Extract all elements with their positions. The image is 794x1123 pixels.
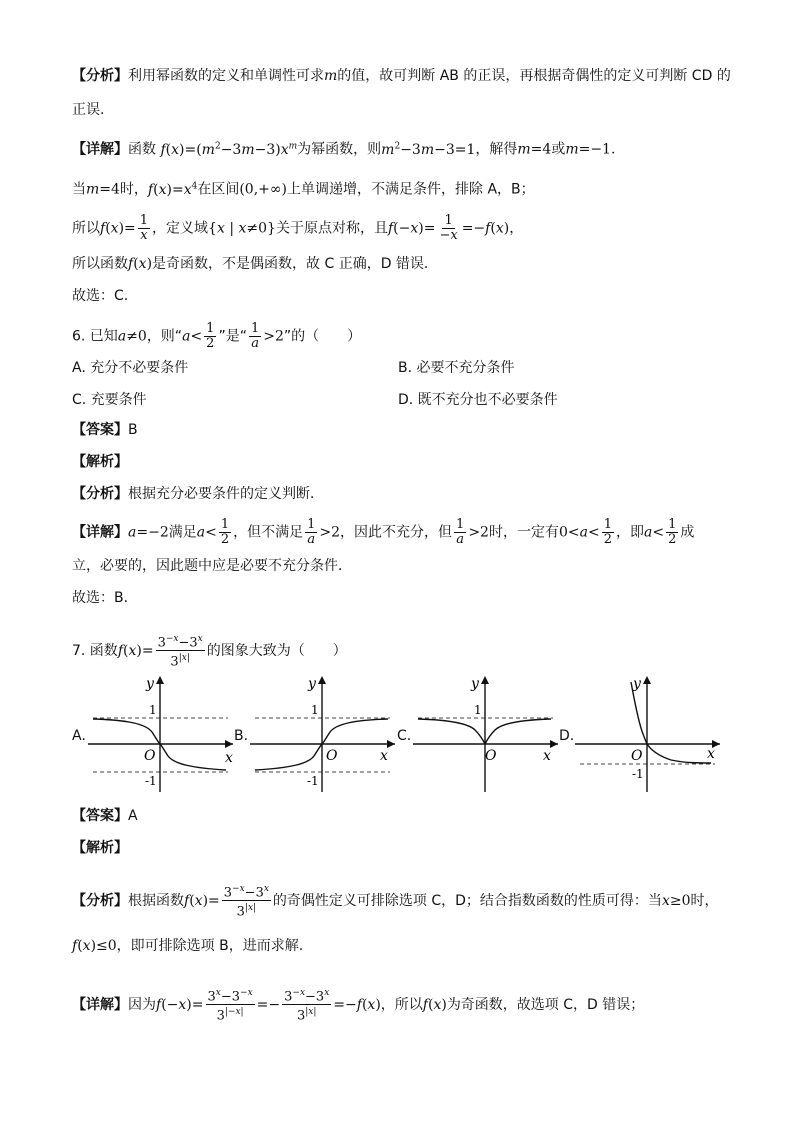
answer-tag: 【答案】 — [72, 422, 128, 438]
text-line — [72, 214, 523, 243]
math-expr: f(x)≤0 — [72, 938, 117, 954]
math-expr: 0<a< — [558, 524, 600, 541]
question-6-stem — [72, 322, 361, 351]
graph-label-d: D. — [559, 728, 575, 744]
math-expr: f(x)= — [184, 892, 220, 909]
fraction: $\frac{3^{-x}-3^x}{3^{|x|}}$ — [157, 634, 203, 670]
text: 当 — [72, 181, 86, 198]
question-7-stem — [72, 632, 347, 670]
math-expr: a< — [643, 524, 665, 541]
choose-line: 故选：C. — [72, 288, 129, 304]
text: 的图象大致为（ ） — [206, 642, 347, 659]
fraction: $\frac{1}{2}$ — [668, 517, 677, 547]
text: ，即 — [615, 524, 644, 541]
text: ，则“ — [146, 328, 183, 345]
math-expr: m=4 — [86, 181, 120, 198]
tick-label-one: 1 — [474, 703, 482, 717]
math-expr: f(x)= — [117, 642, 154, 659]
text: ，解得 — [475, 141, 518, 158]
text: 成 — [680, 524, 695, 541]
math-expr: f(x) — [128, 256, 153, 272]
analysis-line — [72, 66, 731, 86]
detail-tag: 【详解】 — [72, 141, 128, 158]
tick-label-neg-one: -1 — [307, 774, 319, 788]
fraction: $\frac{3^{-x}-3^x}{3^{|x|}}$ — [223, 884, 269, 920]
text: 在区间 — [197, 181, 240, 198]
option-a: A. 充分不必要条件 — [72, 360, 189, 376]
text: 的值，故可判断 AB 的正误，再根据奇偶性的定义可判断 CD 的 — [337, 68, 731, 84]
text-line — [72, 254, 428, 274]
detail-tag: 【详解】 — [72, 996, 128, 1013]
answer-line — [72, 420, 138, 440]
math-expr: f(x)= — [100, 220, 136, 237]
math-expr: x≥0 — [661, 892, 691, 909]
analysis-tag: 【分析】 — [72, 892, 128, 909]
math-expr: =−f(x) — [333, 996, 381, 1013]
choose-line: 故选：B． — [72, 590, 138, 606]
analysis-tag: 【分析】 — [72, 486, 128, 502]
answer-tag: 【答案】 — [72, 808, 128, 824]
text: 时， — [119, 181, 148, 198]
y-axis-label: y — [308, 676, 316, 692]
text: 上单调递增，不满足条件，排除 A，B； — [287, 181, 535, 198]
math-expr: >2 — [263, 328, 284, 345]
text-line: 正误. — [72, 102, 105, 118]
text: ，因此不充分，但 — [340, 524, 453, 541]
text: 所以 — [72, 220, 100, 237]
text: 因为 — [128, 996, 156, 1013]
x-axis-label: x — [225, 750, 233, 766]
option-b: B. 必要不充分条件 — [398, 360, 515, 376]
text: 或 — [551, 141, 566, 158]
x-axis-label: x — [380, 748, 388, 764]
math-expr: =−f(x) — [461, 220, 510, 237]
fraction: $\frac{3^x-3^{-x}}{3^{|-x|}}$ — [207, 988, 253, 1024]
text: 函数 — [128, 141, 156, 158]
y-axis-label: y — [471, 676, 479, 692]
graph-a — [88, 672, 238, 796]
text: ”是“ — [218, 328, 247, 345]
graph-label-c: C. — [397, 728, 412, 744]
math-expr: f(−x)= — [387, 220, 436, 237]
text: 满足 — [168, 524, 197, 541]
math-expr: a≠0 — [117, 328, 147, 345]
math-expr: $f(x)=(m^2-3m-3)x^m$ — [160, 141, 298, 158]
text: 根据充分必要条件的定义判断． — [128, 486, 324, 502]
text: 7. 函数 — [72, 642, 118, 659]
detail-line — [72, 136, 615, 160]
text-line — [72, 176, 535, 200]
detail-line — [72, 986, 644, 1024]
text: 根据函数 — [128, 892, 184, 909]
origin-label: O — [485, 748, 497, 764]
text: 所以函数 — [72, 256, 128, 272]
analysis-tag: 【分析】 — [72, 68, 128, 84]
analysis-line — [72, 882, 718, 920]
fraction: $\frac{1}{a}$ — [250, 321, 260, 351]
jiexi-tag: 【解析】 — [72, 840, 128, 856]
text: 为奇函数，故选项 C，D 错误； — [446, 996, 645, 1013]
math-expr: >2 — [319, 524, 341, 541]
math-expr: a< — [182, 328, 203, 345]
graph-c — [413, 672, 563, 796]
math-expr: {x | x≠0} — [208, 220, 276, 237]
option-d: D. 既不充分也不必要条件 — [398, 392, 558, 408]
math-expr: >2 — [468, 524, 489, 541]
math-expr: a< — [196, 524, 217, 541]
text: 关于原点对称，且 — [275, 220, 388, 237]
origin-label: O — [144, 748, 156, 764]
text: 是奇函数，不是偶函数，故 C 正确，D 错误. — [152, 256, 429, 272]
text: 时，一定有 — [488, 524, 559, 541]
origin-label: O — [326, 748, 338, 764]
detail-tag: 【详解】 — [72, 524, 128, 541]
tick-label-neg-one: -1 — [632, 767, 644, 781]
math-expr: a=−2 — [128, 524, 169, 541]
graph-d — [575, 672, 725, 796]
text: 的奇偶性定义可排除选项 C，D；结合指数函数的性质可得：当 — [272, 892, 662, 909]
graph-b — [250, 672, 400, 796]
text: 6. 已知 — [72, 328, 118, 345]
math-expr: f(−x)= — [156, 996, 204, 1013]
text: 时， — [690, 892, 719, 909]
fraction: $\frac{1}{2}$ — [603, 517, 612, 547]
math-expr: (0,+∞) — [239, 181, 288, 198]
text: ，但不满足 — [233, 524, 304, 541]
fraction: $\frac{1}{a}$ — [307, 517, 316, 547]
tick-label-neg-one: -1 — [145, 774, 157, 788]
fraction: $\frac{1}{2}$ — [220, 517, 230, 547]
tick-label-one: 1 — [311, 703, 319, 717]
text: ，所以 — [380, 996, 423, 1013]
jiexi-tag: 【解析】 — [72, 454, 128, 470]
math-expr: $m^2-3m-3=1$ — [381, 141, 476, 158]
tick-label-one: 1 — [149, 703, 157, 717]
math-expr: f(x) — [422, 996, 447, 1013]
fraction: $\frac{1}{2}$ — [206, 321, 215, 351]
text-line — [72, 936, 303, 956]
x-axis-label: x — [543, 748, 551, 764]
math-expr: =− — [256, 996, 281, 1013]
answer-value: B — [128, 422, 138, 438]
answer-line — [72, 806, 138, 826]
analysis-line — [72, 484, 324, 504]
text: ，定义域 — [152, 220, 209, 237]
x-axis-label: x — [707, 746, 715, 762]
math-expr: m=−1. — [565, 141, 616, 158]
text: ， — [509, 220, 524, 237]
text: 利用幂函数的定义和单调性可求 — [128, 68, 324, 84]
option-c: C. 充要条件 — [72, 392, 147, 408]
graph-label-b: B. — [234, 728, 249, 744]
y-axis-label: y — [633, 676, 641, 692]
fraction: $\frac{1}{a}$ — [456, 517, 465, 547]
math-m: m — [324, 68, 338, 84]
y-axis-label: y — [146, 676, 154, 692]
fraction: $\frac{1}{-x}$ — [439, 213, 458, 243]
text: ，即可排除选项 B，进而求解. — [116, 938, 304, 954]
detail-line — [72, 518, 694, 547]
fraction: $\frac{3^{-x}-3^x}{3^{|x|}}$ — [284, 988, 330, 1024]
origin-label: O — [631, 748, 643, 764]
answer-value: A — [128, 808, 138, 824]
text-line: 立，必要的，因此题中应是必要不充分条件． — [72, 558, 352, 574]
math-expr: $f(x)=x^4$ — [147, 181, 198, 198]
text: ”的（ ） — [283, 328, 362, 345]
math-expr: m=4 — [517, 141, 552, 158]
fraction: $\frac{1}{x}$ — [139, 213, 149, 243]
graph-label-a: A. — [72, 728, 86, 744]
text: 为幂函数，则 — [297, 141, 382, 158]
